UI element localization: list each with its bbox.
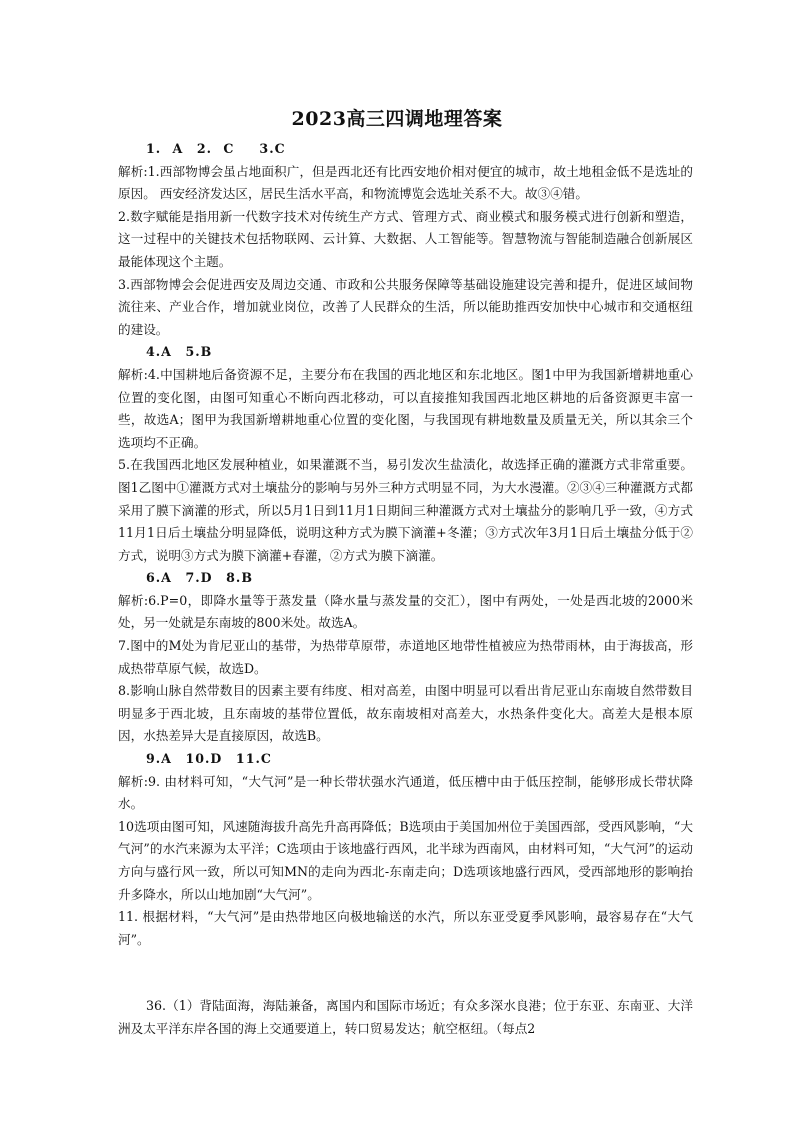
explanation-paragraph: 5.在我国西北地区发展种植业，如果灌溉不当，易引发次生盐渍化，故选择正确的灌溉方式非常重要。图1乙图中①灌溉方式对土壤盐分的影响与另外三种方式明显不同，为大水漫灌。②③④三种灌溉方式都采用了膜下滴灌的形式，所以5月1日到11月1日期间三种灌溉方式对土壤盐分的影响几乎一致，④方式11月1日后土壤盐分明显降低，说明这种方式为膜下滴灌+冬灌；③方式次年3月1日后土壤盐分低于②方式，说明③方式为膜下滴灌+春灌，②方式为膜下滴灌。 — [118, 457, 693, 563]
explanation-paragraph: 2.数字赋能是指用新一代数字技术对传统生产方式、管理方式、商业模式和服务模式进行创新和塑造，这一过程中的关键技术包括物联网、云计算、大数据、人工智能等。智慧物流与智能制造融合创新展区最能体现这个主题。 — [118, 208, 693, 269]
page-title: 2023高三四调地理答案 — [291, 108, 503, 130]
explanation-paragraph: 10选项由图可知，风速随海拔升高先升高再降低；B选项由于美国加州位于美国西部，受西风影响，“大气河”的水汽来源为太平洋；C选项由于该地盛行西风，北半球为西南风，由材料可知，“大气河”的运动方向与盛行风一致，所以可知MN的走向为西北-东南走向；D选项该地盛行西风，受西部地形的影响抬升多降水，所以山地加剧“大气河”。 — [118, 818, 693, 902]
answer-key-line: 6.A 7.D 8.B — [146, 570, 253, 586]
explanation-paragraph: 8.影响山脉自然带数目的因素主要有纬度、相对高差，由图中明显可以看出肯尼亚山东南坡自然带数目明显多于西北坡，且东南坡的基带位置低，故东南坡相对高差大，水热条件变化大。高差大是根本原因，水热差异大是直接原因，故选B。 — [118, 683, 693, 744]
answer-key-line: 9.A 10.D 11.C — [146, 751, 272, 767]
explanation-paragraph: 11. 根据材料，“大气河”是由热带地区向极地输送的水汽，所以东亚受夏季风影响，最容易存在“大气河”。 — [118, 909, 693, 947]
answer-key-line: 1. A 2. C 3.C — [146, 141, 286, 156]
explanation-paragraph: 3.西部物博会会促进西安及周边交通、市政和公共服务保障等基础设施建设完善和提升，促进区域间物流往来、产业合作，增加就业岗位，改善了人民群众的生活，所以能助推西安加快中心城市和交通枢纽的建设。 — [118, 276, 693, 337]
explanation-paragraph: 36.（1）背陆面海，海陆兼备，离国内和国际市场近；有众多深水良港；位于东亚、东南亚、大洋洲及太平洋东岸各国的海上交通要道上，转口贸易发达；航空枢纽。（每点2 — [118, 998, 693, 1036]
explanation-paragraph: 解析:6.P=0，即降水量等于蒸发量（降水量与蒸发量的交汇），图中有两处，一处是西北坡的2000米处，另一处就是东南坡的800米处。故选A。 — [118, 592, 693, 631]
answer-key-line: 4.A 5.B — [146, 344, 213, 360]
answer-content — [118, 138, 693, 1041]
section-gap — [118, 951, 693, 995]
explanation-paragraph: 7.图中的M处为肯尼亚山的基带，为热带草原带，赤道地区地带性植被应为热带雨林，由于海拔高，形成热带草原气候，故选D。 — [118, 638, 693, 676]
explanation-paragraph: 解析:9. 由材料可知，“大气河”是一种长带状强水汽通道，低压槽中由于低压控制，能够形成长带状降水。 — [118, 773, 693, 812]
explanation-paragraph: 解析:1.西部物博会虽占地面积广，但是西北还有比西安地价相对便宜的城市，故土地租金低不是选址的原因。 西安经济发达区，居民生活水平高，和物流博览会选址关系不大。故③④错。 — [118, 163, 693, 202]
explanation-paragraph: 解析:4.中国耕地后备资源不足，主要分布在我国的西北地区和东北地区。图1中甲为我国新增耕地重心位置的变化图，由图可知重心不断向西北移动，可以直接推知我国西北地区耕地的后备资源更丰富一些，故选A；图甲为我国新增耕地重心位置的变化图，与我国现有耕地数量及质量无关，所以其余三个选项均不正确。 — [118, 366, 693, 450]
